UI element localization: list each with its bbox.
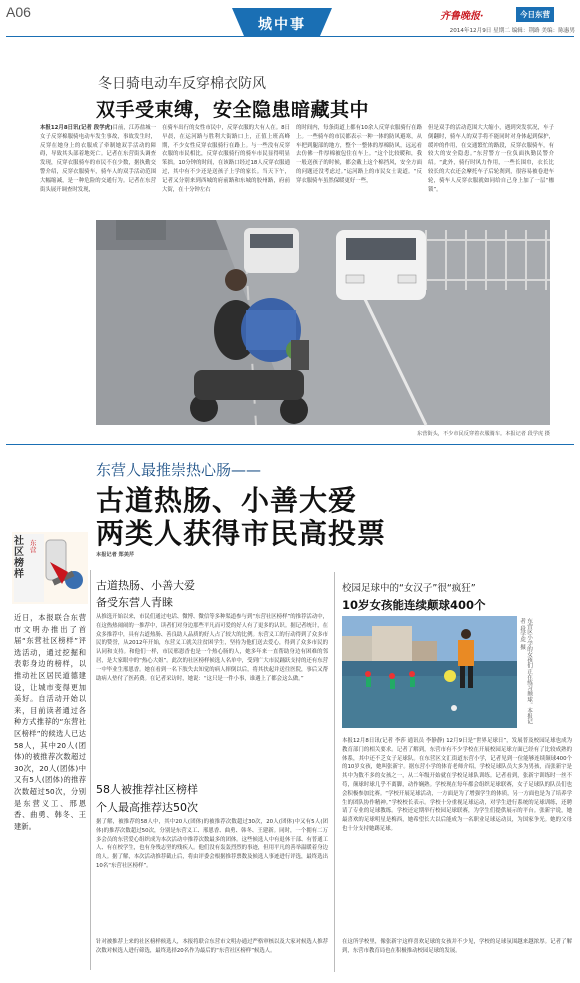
story1-column-1	[40, 124, 156, 212]
date-line: 2014年12月9日 星期二 编辑：荆路 美编：陈惠男	[449, 28, 575, 34]
story3-photo	[342, 616, 517, 728]
story2-headline-1: 古道热肠、小善大爱	[96, 484, 358, 517]
page-number: A06	[6, 4, 31, 20]
story2-body-2: 据了解，被推荐的58人中，其中20人(团体)的被推荐次数超过30次，20人(团体)中又有5人(团体)的推荐次数超过50次，分别是东营义工、邢恩香、曲勇、韩冬、王建新。同时，一个拥有二万多会员的东营爱心组织成为本次活动中推荐次数最多的团体。这些候选人中有退休干部、有普通工人、有在校学生，也有身残志坚的残疾人。他们没有轰轰烈烈的事迹，但用平凡的善举温暖着身边的人。据了解，本次活动推荐截止后，将由评委会根据推荐票数及候选人事迹进行评选，最终选出10名“东营社区榜样”。	[96, 819, 328, 869]
story1-column-3: 的时间内，每条街道上都有10余人反穿衣服骑行在路上。一些骑车的市民都表示一种一体的防风避寒，从车把到腿部的地方，整个一整体的厚棉防风，远远看去仿佛一件厚棉被包住在车上。“这个比较暖和，我一般送孩子的时候，都会戴上这个棉挡风，安全方面的问题还没考虑过。”运河路上的市民女士说道。“反穿衣服骑车虽然保暖更好一些，	[296, 125, 422, 184]
story3-kicker: 校园足球中的“女汉子”很“疯狂”	[342, 583, 476, 594]
story1-column-2: 在骑车出行的女性市民中，反穿衣服的大有人在。8日早晨，在运河路与胜利大街路口上，正值上班高峰期，不少女性反穿衣服骑行在路上。与一些没有反穿衣服的市民相比，反穿衣服骑行的骑车市民显得明显笨拙。10分钟的时间，在该路口经过18人反穿衣服通过，其中有不少还是送孩子上学的家长。当天下午，记者又分别来到西城的府前路和东城的胶州路，府前大街，在十分钟左右	[162, 125, 290, 193]
story2-headline-2: 两类人获得市民高投票	[96, 517, 387, 550]
story3-photo-caption: 东营区小学的女孩们正在练习颠球。本报记者 段学虎 摄	[519, 618, 532, 725]
story1-col1-text: 目前，江苏盐城一女子反穿棉服骑电动车发生事故，事故发生时，反穿在她身上的衣服成了牵制她双手活动的障碍，导致其头部着地死亡。记者在东营街头调查发现，反穿衣服骑车的市民不在少数，据执勤交警介绍，反穿衣服骑车，骑车人的双手活动范围大幅缩减，是一种危险的交通行为。记者在东营街头展开调查时发现，	[40, 125, 156, 193]
story1-photo	[96, 220, 550, 425]
story2-body-3: 针对被推荐上来的社区榜样候选人，本报将联合东营市文明办通过严格审核以及大家对候选人推荐次数对候选人进行筛选，最终选择20名作为最后的“东营社区榜样”候选人。	[96, 939, 328, 954]
sidebar-rule	[90, 570, 91, 970]
story1-photo-caption: 东营街头，不少市民反穿着衣服骑车。本报记者 段学虎 摄	[417, 431, 550, 437]
story1-column-4: 但是双手的活动范围大大缩小，遇到突发状况，车子倒翻时，骑车人的双手将不能同时对身体起到保护，缓冲的作用，在交通繁忙的路段，反穿衣服骑车，有较大的安全隐患。”东营警方一位负面执勤民警介绍。“此外，骑行时风力作用，一些长围巾，衣长比较长的大衣还会摩托车子后轮刹到，很容易被卷进车轮，骑车人反穿衣服就如同给自己身上加了一层“枷锁”。	[428, 125, 554, 193]
story3-body-extra: 在这所学校里，像张新宇这样喜欢足球的女孩并不少见，学校的足球氛围越来越浓厚。记者了解到，东营市教育局也在积极推动校园足球的发展。	[342, 939, 572, 954]
story2-sub1a: 古道热肠、小善大爱	[96, 579, 195, 592]
divider-rule	[6, 444, 574, 445]
header-rule	[6, 36, 574, 37]
community-model-logo	[12, 532, 88, 604]
soccer-photo-image	[342, 616, 517, 728]
story3-body: 本报12月8日讯(记者 李莎 通讯员 李静静) 12月9日是“世界足球日”，发展普及校园足球也成为教育部门的相关要求。记者了解到，东营市有不少学校在开展校园足球方面已经有了比较成熟的体系，其中还不乏女子足球队。在东营区文汇街道东营小学，记者见到一位能够连续颠球400个的10岁女孩，她叫张新宇。据东营小学的体育老师介绍，学校足球队员大多为男孩，而张新宇是其中为数不多的女孩之一，从二年级开始就在学校足球队训练。记者看到，张新宇训练时一丝不苟，颠球时球几乎不离脚，动作娴熟。学校现在每年都会组织足球联赛，女子足球队的队员们也会积极参加比赛。“学校开展足球活动，一方面是为了增强学生的体质，另一方面也是为了培养学生的团队协作精神。”学校校长表示。学校十分重视足球运动，对学生进行系统的足球训练，还聘请了专业的足球教练。学校还定期举行校园足球联赛，为学生们提供展示的平台。张新宇说，她最喜欢的足球明星是梅西，她希望长大以后能成为一名职业足球运动员，为国家争光。她的父母也十分支持她踢足球。	[342, 738, 572, 832]
sidebar-label-community: 社区榜样	[14, 536, 24, 580]
sidebar-label-city: 东营	[30, 539, 37, 554]
story2-sub2a: 58人被推荐社区榜样	[96, 783, 198, 796]
sidebar-text: 近日，本报联合东营市文明办推出了首届“东营社区榜样”评选活动，通过挖掘和表彰身边的榜样，以推动社区居民道德建设，让城市变得更加美好。自活动开始以来，目前读者通过各种方式推荐的“东营社区榜样”的候选人已达58人，其中20人(团体)的被推荐次数超过30次，20人(团体)中又有5人(团体)的推荐次数超过50次，分别是东营义工、邢恩香、曲勇、韩冬、王建新。	[14, 613, 86, 831]
story1-headline: 双手受束缚，安全隐患暗藏其中	[96, 99, 370, 121]
paper-badge: 今日东营	[516, 7, 554, 22]
story2-sub1b: 备受东营人青睐	[96, 596, 173, 609]
story2-sub2b: 个人最高推荐达50次	[96, 801, 198, 814]
paper-logo: 齐鲁晚报·	[440, 11, 484, 22]
story3-headline: 10岁女孩能连续颠球400个	[342, 598, 486, 612]
story1-kicker: 冬日骑电动车反穿棉衣防风	[98, 76, 266, 92]
page-header	[0, 0, 580, 62]
street-scene-image	[96, 220, 550, 425]
section-title: 城中事	[258, 17, 306, 33]
column-rule	[334, 572, 335, 972]
story1-byline: 本报12月8日讯(记者 段学虎)	[40, 125, 113, 131]
story2-byline: 本报记者 郑美芹	[96, 552, 135, 558]
story2-kicker: 东营人最推崇热心肠——	[96, 461, 262, 479]
story2-body-1: 从推选开始以来，市民们通过电话、微博、微信等多种渠道参与到“东营社区榜样”的推荐活动中，在这热热闹闹的一推荐中，读者们对身边那些平凡而可爱的好人有了更多的认识。据记者统计，在众多推荐中，具有古道热肠、善良助人品质的好人占了较大的比例。东营义工的行动得到了众多市民的赞誉，从2012年开始，东营义工就关注贫困学生，坚持为他们送去爱心，得到了众多市民的认同和支持。和他们一样，市民邢恩香也是一个热心肠的人，她多年来一直帮助身边有困难的邻居，是大家眼中的“热心大姐”。此次的社区榜样候选人名单中，受到广大市民踊跃支持的还有东营一中毕业生邢恩香。她在看到一名下肢失去知觉的病人摔倒以后，将其扶起并送往医院，事后又帮助病人垫付了医药费。在记者采访时，她说：“这只是一件小事，谁遇上了都会这么做。”	[96, 614, 328, 682]
